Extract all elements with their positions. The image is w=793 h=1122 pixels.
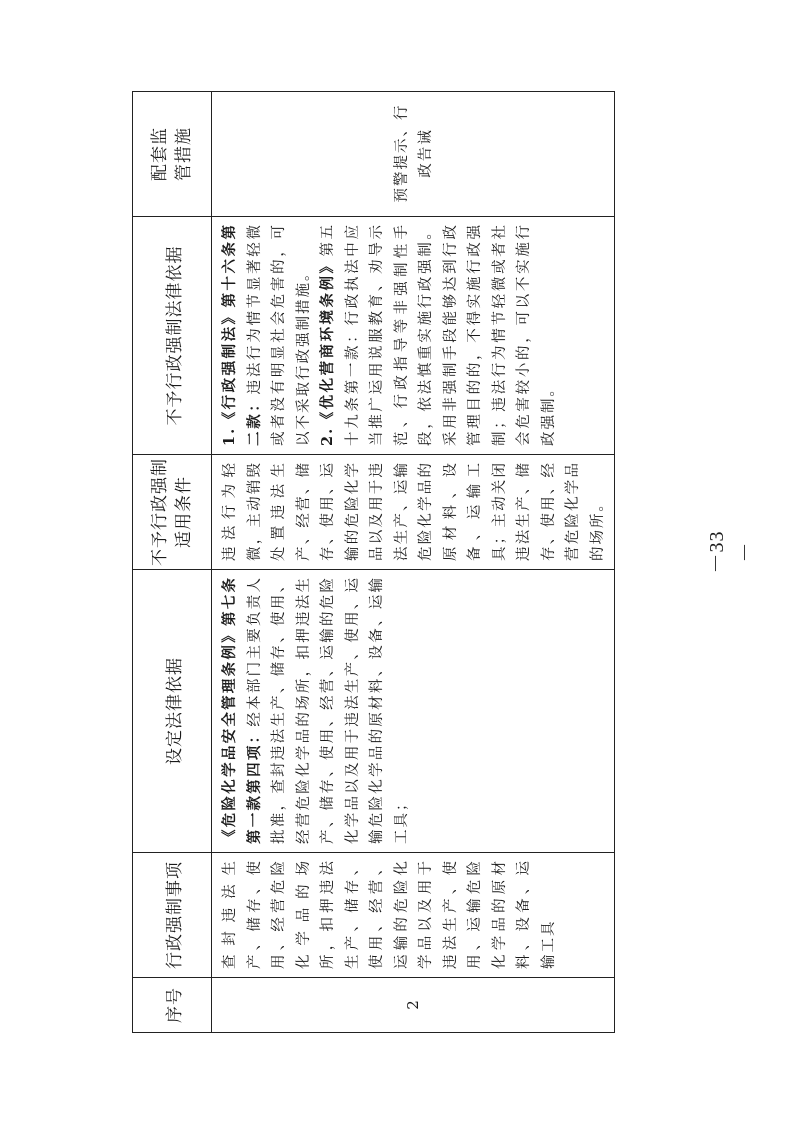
cell-seq: 2 [212, 978, 615, 1033]
header-measures [133, 92, 212, 217]
nb1-law-title: 1.《行政强制法》第十六条第二款： [221, 223, 263, 446]
cell-item [212, 853, 615, 978]
header-seq: 序号 [133, 978, 212, 1033]
nb1-text: 违法行为情节显著轻微或者没有明显社会危害的，可以不采取行政强制措施。 [246, 223, 312, 446]
header-row [133, 92, 212, 1033]
header-condition-line1: 不予行政强制 [150, 458, 170, 566]
header-nonenforcement-basis: 不予行政强制法律依据 [133, 217, 212, 455]
header-item: 行政强制事项 [133, 853, 212, 978]
cell-measures [212, 92, 615, 217]
basis-paragraph [212, 570, 418, 852]
measures-text: 预警提示、行政告诫 [393, 103, 434, 203]
cell-nonenforcement-basis [212, 217, 615, 455]
page-number: －33－ [706, 530, 757, 574]
basis-law-title: 《危险化学品安全管理条例》第七条第一款第四项： [221, 576, 263, 844]
nonenforcement-paragraph [212, 217, 565, 454]
header-basis: 设定法律依据 [133, 570, 212, 853]
basis-text: 经本部门主要负责人批准，查封违法生产、储存、使用、经营危险化学品的场所，扣押违法生产、储存、使用、经营、运输的危险化学品以及用于违法生产、使用、运输危险化学品的原材料、设备、运输工具； [246, 575, 410, 844]
table-row [212, 92, 615, 1033]
enforcement-table [132, 91, 615, 1033]
cell-basis [212, 570, 615, 853]
header-condition-line2: 适用条件 [174, 476, 194, 548]
item-text: 查封违法生产、储存、使用、经营危险化学品的场所，扣押违法生产、储存、使用、经营、运输的危险化学品以及用于违法生产、使用、运输危险化学品的原材料、设备、运输工具 [222, 859, 557, 969]
cell-condition [212, 455, 615, 570]
header-measures-line2: 管措施 [174, 127, 194, 181]
header-measures-line1: 配套监 [150, 127, 170, 181]
header-condition [133, 455, 212, 570]
nb2-law-title: 2.《优化营商环境条例》 [319, 256, 336, 446]
nb2-text: 第五十九条第一款：行政执法中应当推广运用说服教育、劝导示范、行政指导等非强制性手段，依法慎重实施行政强制。采用非强制手段能够达到行政管理目的的，不得实施行政强制；违法行为情节轻微或者社会危害较小的，可以不实施行政强制。 [320, 222, 557, 446]
condition-text: 违法行为轻微，主动销毁处置违法生产、经营、储存、使用、运输的危险化学品以及用于违法生产、运输危险化学品的原材料、设备、运输工具；主动关闭违法生产、储存、使用、经营危险化学品的场所。 [222, 461, 606, 561]
